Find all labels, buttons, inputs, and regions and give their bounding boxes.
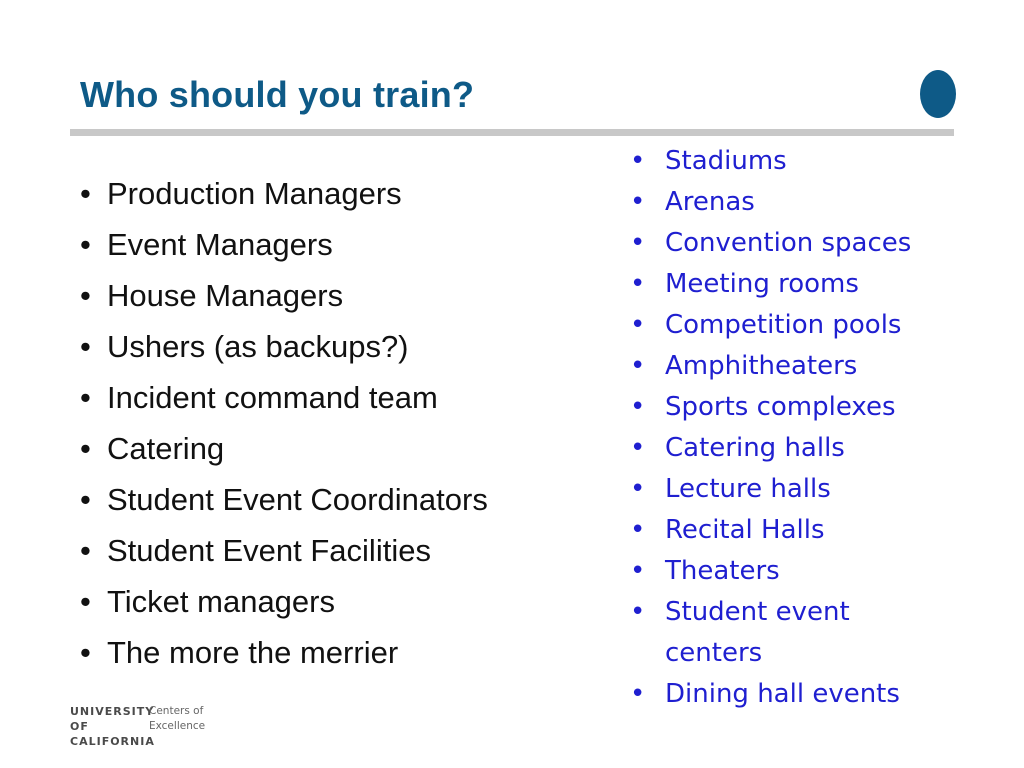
list-item: • Student Event Facilities [80, 525, 488, 576]
list-item: • Event Managers [80, 219, 488, 270]
list-item-line: Student event [665, 597, 850, 627]
list-item: • Sports complexes [630, 387, 911, 428]
list-item: • Recital Halls [630, 510, 911, 551]
list-item: • Competition pools [630, 305, 911, 346]
venue-list [630, 141, 911, 715]
list-item: • Catering [80, 423, 488, 474]
list-item: • Theaters [630, 551, 911, 592]
list-item: • Ticket managers [80, 576, 488, 627]
list-item-line: centers [665, 638, 763, 668]
list-item: • Arenas [630, 182, 911, 223]
list-item: • Amphitheaters [630, 346, 911, 387]
logo-centers-text: Centers of Excellence [149, 705, 206, 732]
list-item: • House Managers [80, 270, 488, 321]
audience-list [80, 168, 488, 678]
slide-title: Who should you train? [80, 74, 475, 115]
list-item: • Convention spaces [630, 223, 911, 264]
list-item: • Production Managers [80, 168, 488, 219]
accent-dot [920, 70, 956, 118]
list-item: • Meeting rooms [630, 264, 911, 305]
list-item: • Lecture halls [630, 469, 911, 510]
list-item: • Stadiums [630, 141, 911, 182]
list-item: • Dining hall events [630, 674, 911, 715]
title-divider [70, 129, 954, 136]
list-item: • The more the merrier [80, 627, 488, 678]
list-item: • Ushers (as backups?) [80, 321, 488, 372]
list-item: • Student Event Coordinators [80, 474, 488, 525]
list-item [630, 592, 911, 674]
list-item: • Catering halls [630, 428, 911, 469]
logo-university-text: UNIVERSITY OF CALIFORNIA [70, 705, 155, 748]
list-item: • Incident command team [80, 372, 488, 423]
